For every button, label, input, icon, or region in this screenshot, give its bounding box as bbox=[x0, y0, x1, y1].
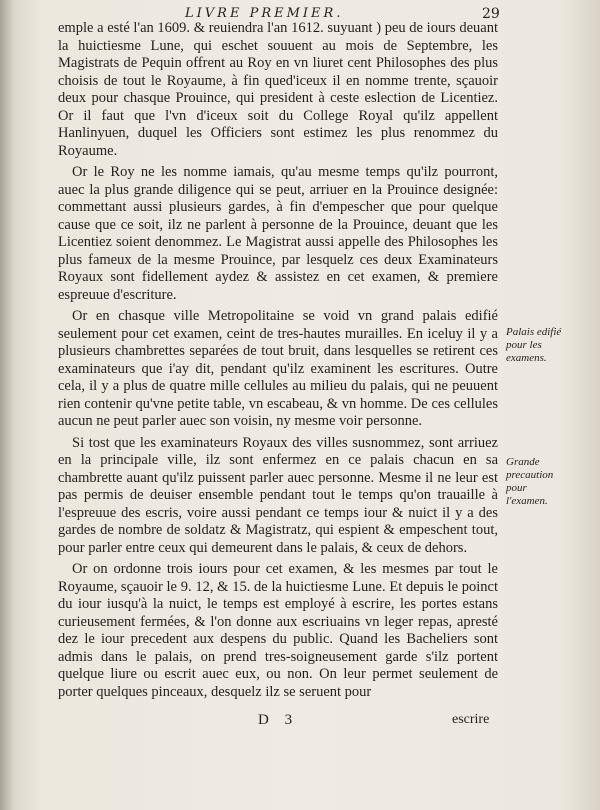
page-footer bbox=[0, 712, 600, 732]
catchword: escrire bbox=[452, 712, 490, 727]
paragraph: Or en chasque ville Metropolitaine se void vn grand palais edifié seulement pour cet examen, ceint de tres-hautes murailles. En iceluy il y a plusieurs chambrettes separées de tout bruit, dans lesquelles se retirent ces examinateurs que i'ay dit, pendant qu'ilz examinent les escritures. Outre cela, il y a plus de quatre mille cellules au milieu du palais, qui ne peuuent rien contenir qu'vne petite table, vn escabeau, & vn homme. De ces cellules aucun ne peut parler auec son voisin, ny mesme voir personne. bbox=[58, 308, 498, 429]
margin-note: Grande precaution pour l'examen. bbox=[506, 456, 554, 507]
running-title: LIVRE PREMIER. bbox=[185, 6, 344, 21]
paragraph: Or le Roy ne les nomme iamais, qu'au mesme temps qu'ilz pourront, auec la plus grande diligence qui se peut, arriuer en la Prouince designée: commettant aussi plusieurs gardes, à fin d'empescher que pour quelque cause que ce soit, ilz ne parlent à personne de la Prouince, deuant que les Licentiez soient denommez. Le Magistrat aussi appelle des Philosophes les plus fameux de la mesme Prouince, par lesquelz ces deux Examinateurs Royaux sont fidellement aydez & assistez en cet examen, & premiere espreuue d'escriture. bbox=[58, 164, 498, 303]
paragraph: Si tost que les examinateurs Royaux des villes susnommez, sont arriuez en la principale ville, ilz sont enfermez en ce palais chacun en sa chambrette auant qu'ilz puissent parler auec personne. Mesme il ne leur est pas permis de deuiser ensemble pendant tout le temps qu'on trauaille à l'espreuue des escris, voire aussi pendant ce temps iour & nuict il y a des gardes de nombre de soldatz & Magistratz, qui espient & empeschent tout, pour parler entre ceux qui demeurent dans le palais, & ceux de dehors. bbox=[58, 434, 498, 556]
signature-mark: D 3 bbox=[258, 712, 299, 728]
paragraph: Or on ordonne trois iours pour cet examen, & les mesmes par tout le Royaume, sçauoir le 9. 12, & 15. de la huictiesme Lune. Et depuis le poinct du iour iusqu'à la nuict, le temps est employé à escrire, les portes estans curieusement fermées, & l'on donne aux escriuains vn leger repas, apresté dez le iour precedent aux despens du public. Quand les Bacheliers sont admis dans le palais, on prend tres-soigneusement garde s'ilz portent quelque liure ou escrit auec eux, ou non. On leur permet seulement de porter quelques pinceaux, desquelz ilz se seruent pour bbox=[58, 561, 498, 700]
margin-note: Palais edifié pour les examens. bbox=[506, 326, 562, 364]
page-number: 29 bbox=[482, 6, 500, 22]
body-text bbox=[58, 20, 498, 705]
paragraph: emple a esté l'an 1609. & reuiendra l'an 1612. suyuant ) peu de iours deuant la huictiesme Lune, qui eschet souuent au mois de Septembre, les Magistrats de Pequin offrent au Roy en vn liuret cent Philosophes des plus choisis de tout le Royaume, à fin qued'iceux il en nomme trente, sçauoir deux pour chasque Prouince, qui president à ceste eslection de Licentiez. Or il faut que l'vn d'iceux soit du College Royal qu'ilz appellent Hanlinyuen, duquel les Officiers sont estimez les plus renommez du Royaume. bbox=[58, 20, 498, 159]
